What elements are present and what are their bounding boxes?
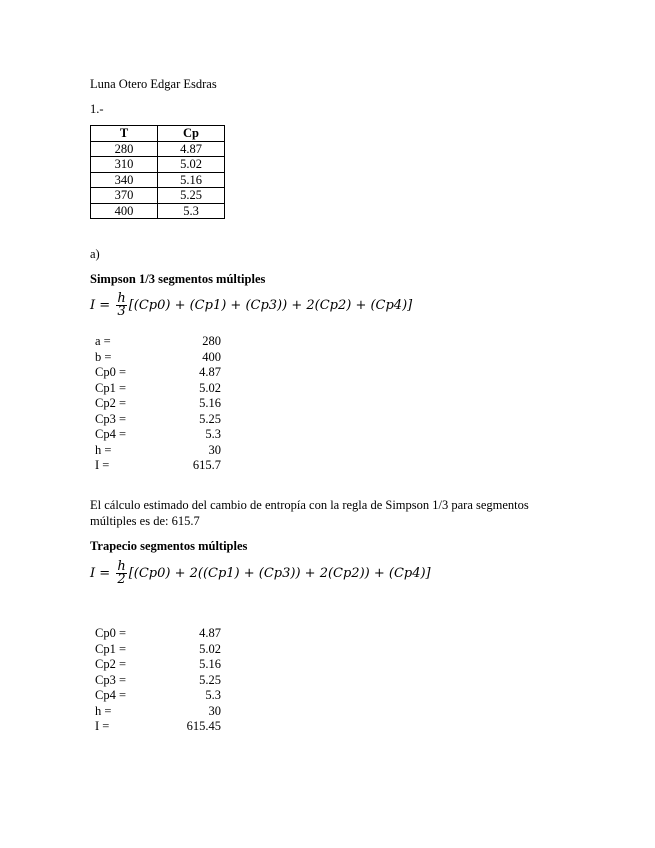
value-number: 5.02 <box>199 641 221 656</box>
value-number: 5.16 <box>199 657 221 671</box>
value-number: 5.25 <box>199 672 221 687</box>
value-label: Cp3 = <box>95 672 127 687</box>
value-number: 5.25 <box>199 411 221 426</box>
value-label: b = <box>95 349 112 364</box>
value-row <box>95 334 221 350</box>
value-label: Cp0 = <box>95 626 127 640</box>
value-row <box>95 443 221 459</box>
value-number: 4.87 <box>199 365 221 379</box>
value-number: 4.87 <box>199 626 221 640</box>
value-row <box>95 412 221 428</box>
table-cell-cp: 5.02 <box>158 157 225 173</box>
table-row <box>91 157 225 173</box>
table-cell-t: 280 <box>91 141 158 157</box>
value-label: Cp0 = <box>95 365 127 379</box>
trapecio-formula <box>90 561 431 586</box>
value-number: 400 <box>202 349 221 364</box>
problem-number: 1.- <box>90 102 104 116</box>
value-number: 5.3 <box>205 688 221 702</box>
value-row <box>95 365 221 381</box>
value-row <box>95 626 221 642</box>
table-cell-t: 400 <box>91 203 158 219</box>
trapecio-formula-lhs: I = <box>90 566 111 581</box>
author-name: Luna Otero Edgar Esdras <box>90 77 217 91</box>
simpson-formula <box>90 293 412 318</box>
value-label: I = <box>95 719 110 733</box>
value-number: 5.16 <box>199 396 221 410</box>
value-label: Cp2 = <box>95 657 127 671</box>
value-number: 280 <box>202 334 221 348</box>
value-label: h = <box>95 442 112 457</box>
simpson-formula-lhs: I = <box>90 298 111 313</box>
table-header-t: T <box>91 126 158 142</box>
value-label: I = <box>95 458 110 472</box>
table-header-row <box>91 126 225 142</box>
table-row <box>91 141 225 157</box>
table-cell-cp: 5.16 <box>158 172 225 188</box>
table-cell-cp: 5.25 <box>158 188 225 204</box>
table-row <box>91 188 225 204</box>
value-row <box>95 642 221 658</box>
value-label: Cp1 = <box>95 380 127 395</box>
table-cell-cp: 4.87 <box>158 141 225 157</box>
simpson-formula-num: h <box>117 291 126 306</box>
trapecio-heading: Trapecio segmentos múltiples <box>90 539 248 553</box>
trapecio-formula-fraction <box>116 561 126 586</box>
table-cell-t: 310 <box>91 157 158 173</box>
value-row <box>95 350 221 366</box>
trapecio-formula-num: h <box>117 559 126 574</box>
value-number: 615.45 <box>186 719 221 733</box>
value-row <box>95 704 221 720</box>
value-row <box>95 673 221 689</box>
simpson-formula-fraction <box>116 293 126 318</box>
value-row <box>95 396 221 412</box>
value-row <box>95 427 221 443</box>
value-number: 30 <box>208 703 221 718</box>
value-label: a = <box>95 334 111 348</box>
part-label: a) <box>90 247 100 261</box>
table-cell-t: 340 <box>91 172 158 188</box>
table-header-cp: Cp <box>158 126 225 142</box>
simpson-formula-rhs: [(Cp0) + (Cp1) + (Cp3)) + 2(Cp2) + (Cp4)] <box>128 298 413 313</box>
simpson-formula-den: 3 <box>117 304 126 319</box>
value-label: Cp4 = <box>95 688 127 702</box>
trapecio-formula-den: 2 <box>117 572 126 587</box>
value-number: 30 <box>208 442 221 457</box>
table-cell-t: 370 <box>91 188 158 204</box>
table-row <box>91 172 225 188</box>
value-row <box>95 719 221 735</box>
value-number: 615.7 <box>192 458 221 472</box>
value-row <box>95 657 221 673</box>
simpson-conclusion-line2: múltiples es de: 615.7 <box>90 514 200 528</box>
value-label: Cp4 = <box>95 427 127 441</box>
value-row <box>95 381 221 397</box>
value-number: 5.3 <box>205 427 221 441</box>
table-row <box>91 203 225 219</box>
trapecio-formula-rhs: [(Cp0) + 2((Cp1) + (Cp3)) + 2(Cp2)) + (Cp4)] <box>128 566 431 581</box>
value-label: Cp1 = <box>95 641 127 656</box>
value-label: Cp2 = <box>95 396 127 410</box>
value-row <box>95 458 221 474</box>
table-cell-cp: 5.3 <box>158 203 225 219</box>
data-table <box>90 125 225 219</box>
value-label: h = <box>95 703 112 718</box>
value-label: Cp3 = <box>95 411 127 426</box>
simpson-heading: Simpson 1/3 segmentos múltiples <box>90 272 266 286</box>
simpson-conclusion-line1: El cálculo estimado del cambio de entropía con la regla de Simpson 1/3 para segmentos <box>90 498 529 512</box>
value-number: 5.02 <box>199 380 221 395</box>
value-row <box>95 688 221 704</box>
